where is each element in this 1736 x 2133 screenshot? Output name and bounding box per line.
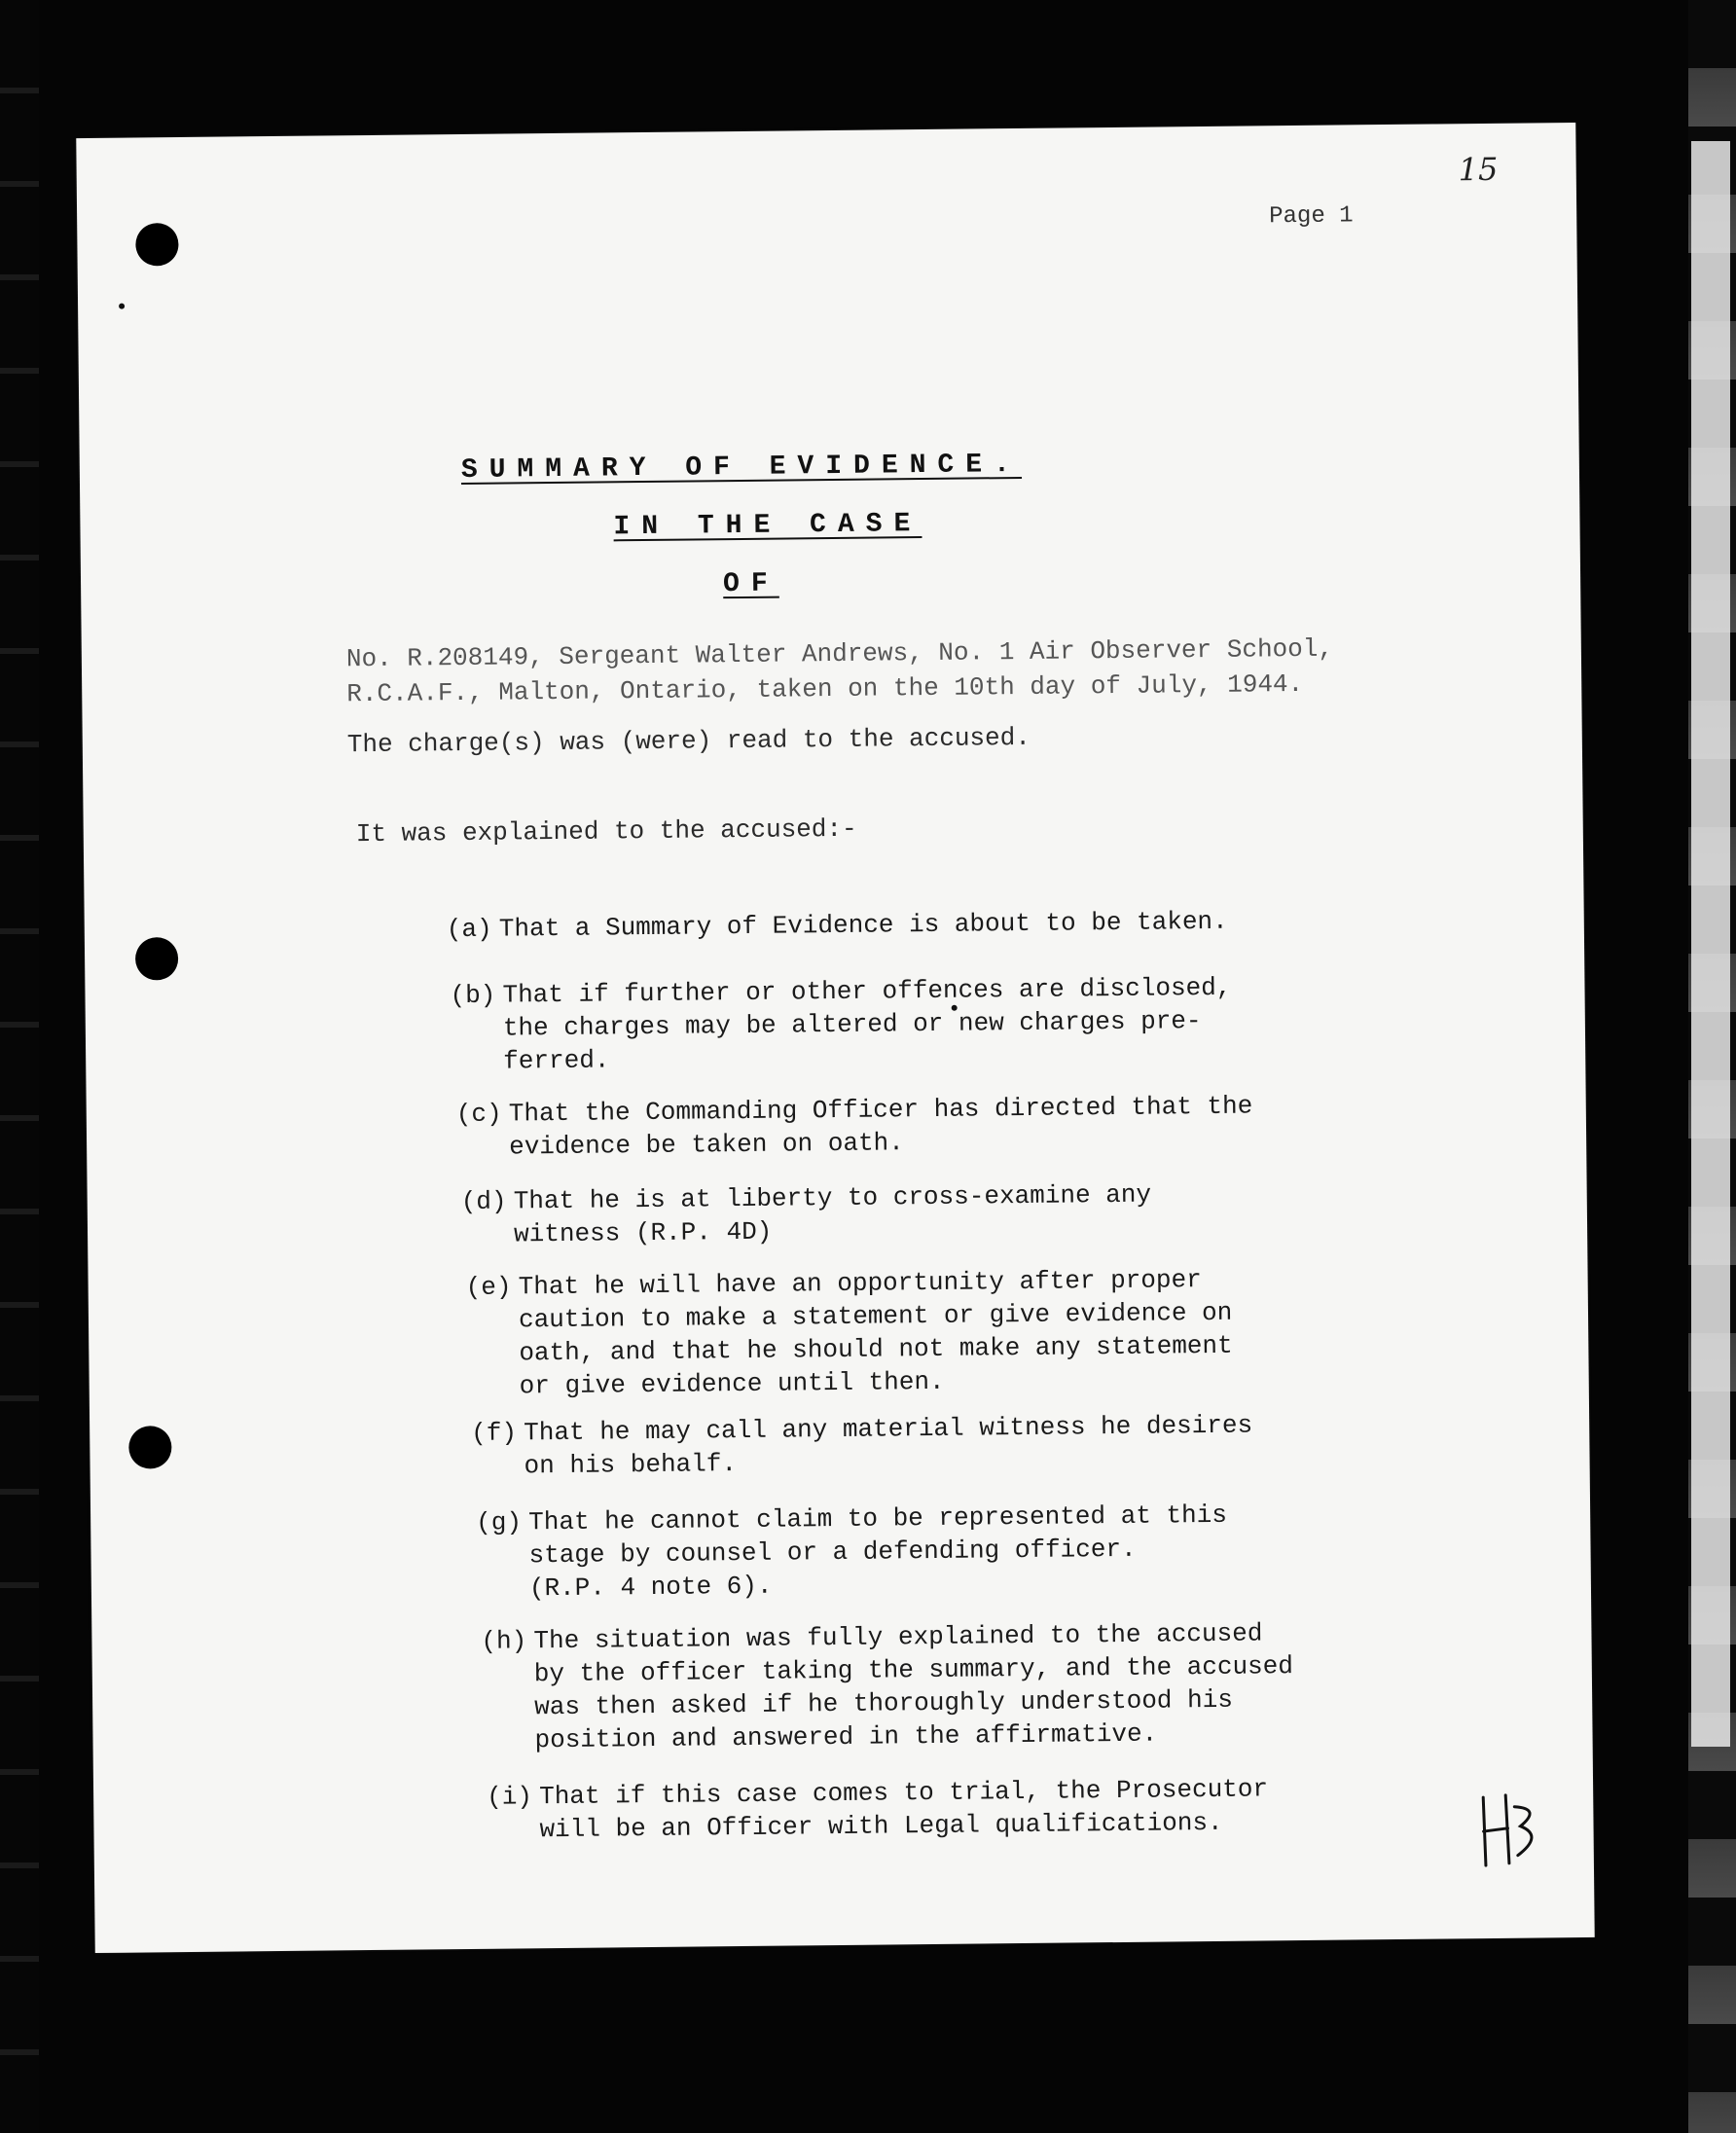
item-letter: (b) <box>450 980 496 1011</box>
item-text: The situation was fully explained to the accused by the officer taking the summary, and the accused was then asked if he thoroughly understood his position and answered in the affirmative. <box>533 1618 1294 1755</box>
film-strip-left <box>0 0 39 2133</box>
list-item-d <box>461 1178 1152 1251</box>
list-item-g <box>476 1499 1228 1606</box>
item-text: That if this case comes to trial, the Prosecutor will be an Officer with Legal qualifications. <box>538 1774 1269 1845</box>
title-line-2: IN THE CASE <box>613 509 922 543</box>
speck <box>119 304 125 309</box>
item-text: That a Summary of Evidence is about to be taken. <box>498 906 1228 944</box>
item-letter: (h) <box>481 1626 527 1656</box>
case-intro: No. R.208149, Sergeant Walter Andrews, No. 1 Air Observer School, R.C.A.F., Malton, Ontario, taken on the 10th day of July, 1944. <box>345 633 1334 709</box>
corner-mark: 15 <box>1458 150 1499 189</box>
page-number: Page 1 <box>1269 202 1354 231</box>
list-item-e <box>465 1263 1233 1403</box>
document-page <box>76 123 1594 1953</box>
item-letter: (g) <box>476 1507 523 1537</box>
list-item-a <box>447 905 1228 946</box>
title-line-1: SUMMARY OF EVIDENCE. <box>460 449 1023 486</box>
item-text: That he may call any material witness he desires on his behalf. <box>524 1410 1253 1481</box>
item-letter: (d) <box>460 1186 507 1217</box>
item-text: That he cannot claim to be represented at this stage by counsel or a defending officer. (R.P. 4 note 6). <box>528 1500 1228 1604</box>
list-item-c <box>456 1090 1253 1165</box>
charges-read-line: The charge(s) was (were) read to the accused. <box>346 722 1031 760</box>
item-letter: (i) <box>486 1782 533 1812</box>
item-text: That he is at liberty to cross-examine any witness (R.P. 4D) <box>513 1179 1152 1249</box>
item-letter: (a) <box>446 914 492 945</box>
item-letter: (c) <box>455 1099 502 1130</box>
list-item-f <box>471 1409 1253 1483</box>
adjacent-page-edge <box>1691 141 1730 1747</box>
title-line-3: OF <box>722 568 779 600</box>
explained-intro: It was explained to the accused:- <box>355 813 857 850</box>
list-item-b <box>450 971 1232 1078</box>
item-text: That he will have an opportunity after proper caution to make a statement or give evidence on oath, and that he should not make any statement or give evidence until then. <box>518 1265 1233 1401</box>
item-text: That if further or other offences are disclosed, the charges may be altered or new charges pre- ferred. <box>502 972 1232 1076</box>
list-item-h <box>481 1616 1294 1757</box>
list-item-i <box>487 1772 1269 1846</box>
item-letter: (f) <box>471 1418 518 1448</box>
handwritten-initials <box>1473 1787 1542 1875</box>
item-letter: (e) <box>465 1272 512 1302</box>
punch-hole-middle <box>135 937 178 980</box>
punch-hole-bottom <box>128 1426 171 1468</box>
punch-hole-top <box>135 223 178 266</box>
item-text: That the Commanding Officer has directed that the evidence be taken on oath. <box>508 1091 1253 1162</box>
